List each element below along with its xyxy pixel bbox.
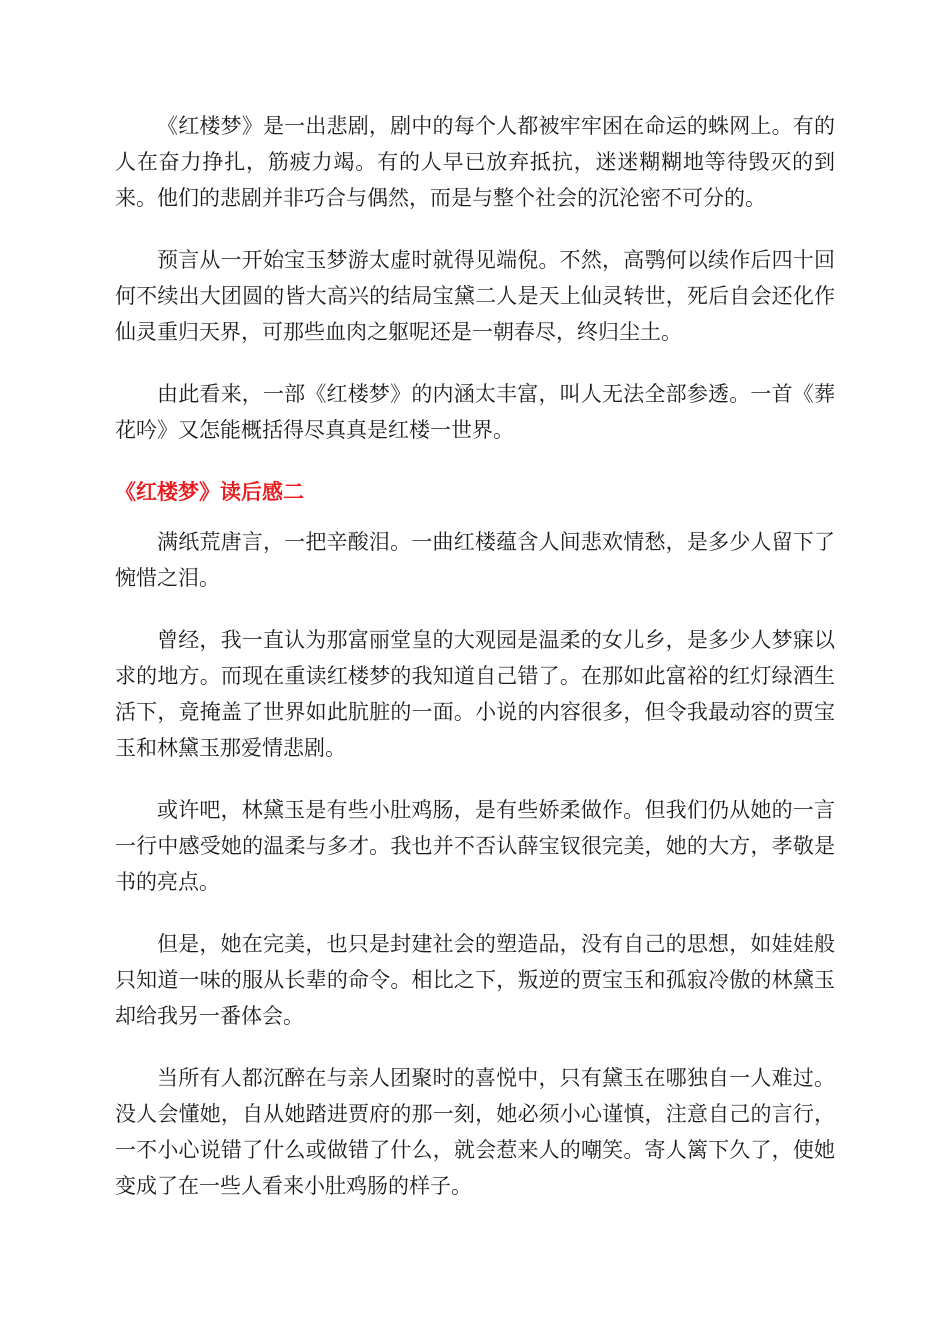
document-body [115, 108, 835, 1230]
paragraph-reunion: 当所有人都沉醉在与亲人团聚时的喜悦中，只有黛玉在哪独自一人难过。没人会懂她，自从她踏进贾府的那一刻，她必须小心谨慎，注意自己的言行，一不小心说错了什么或做错了什么，就会惹来人的嘲笑。寄人篱下久了，使她变成了在一些人看来小肚鸡肠的样子。 [115, 1066, 835, 1198]
section-heading: 《红楼梦》读后感二 [115, 480, 304, 504]
paragraph-prophecy: 预言从一开始宝玉梦游太虚时就得见端倪。不然，高鹗何以续作后四十回何不续出大团圆的皆大高兴的结局宝黛二人是天上仙灵转世，死后自会还化作仙灵重归天界，可那些血肉之躯呢还是一朝春尽，终归尘土。 [115, 248, 835, 344]
paragraph-conclusion: 由此看来，一部《红楼梦》的内涵太丰富，叫人无法全部参透。一首《葬花吟》又怎能概括得尽真真是红楼一世界。 [115, 382, 835, 442]
paragraph-xue-baochai: 但是，她在完美，也只是封建社会的塑造品，没有自己的思想，如娃娃般只知道一味的服从长辈的命令。相比之下，叛逆的贾宝玉和孤寂冷傲的林黛玉却给我另一番体会。 [115, 932, 835, 1028]
paragraph-tragedy-intro: 《红楼梦》是一出悲剧，剧中的每个人都被牢牢困在命运的蛛网上。有的人在奋力挣扎，筋疲力竭。有的人早已放弃抵抗，迷迷糊糊地等待毁灭的到来。他们的悲剧并非巧合与偶然，而是与整个社会的沉沦密不可分的。 [115, 114, 835, 210]
paragraph-grand-view-garden: 曾经，我一直认为那富丽堂皇的大观园是温柔的女儿乡，是多少人梦寐以求的地方。而现在重读红楼梦的我知道自己错了。在那如此富裕的红灯绿酒生活下，竟掩盖了世界如此肮脏的一面。小说的内容很多，但令我最动容的贾宝玉和林黛玉那爱情悲剧。 [115, 628, 835, 760]
paragraph-opening-verse: 满纸荒唐言，一把辛酸泪。一曲红楼蕴含人间悲欢情愁，是多少人留下了惋惜之泪。 [115, 530, 835, 590]
paragraph-lin-daiyu: 或许吧，林黛玉是有些小肚鸡肠，是有些娇柔做作。但我们仍从她的一言一行中感受她的温柔与多才。我也并不否认薛宝钗很完美，她的大方，孝敬是书的亮点。 [115, 798, 835, 894]
